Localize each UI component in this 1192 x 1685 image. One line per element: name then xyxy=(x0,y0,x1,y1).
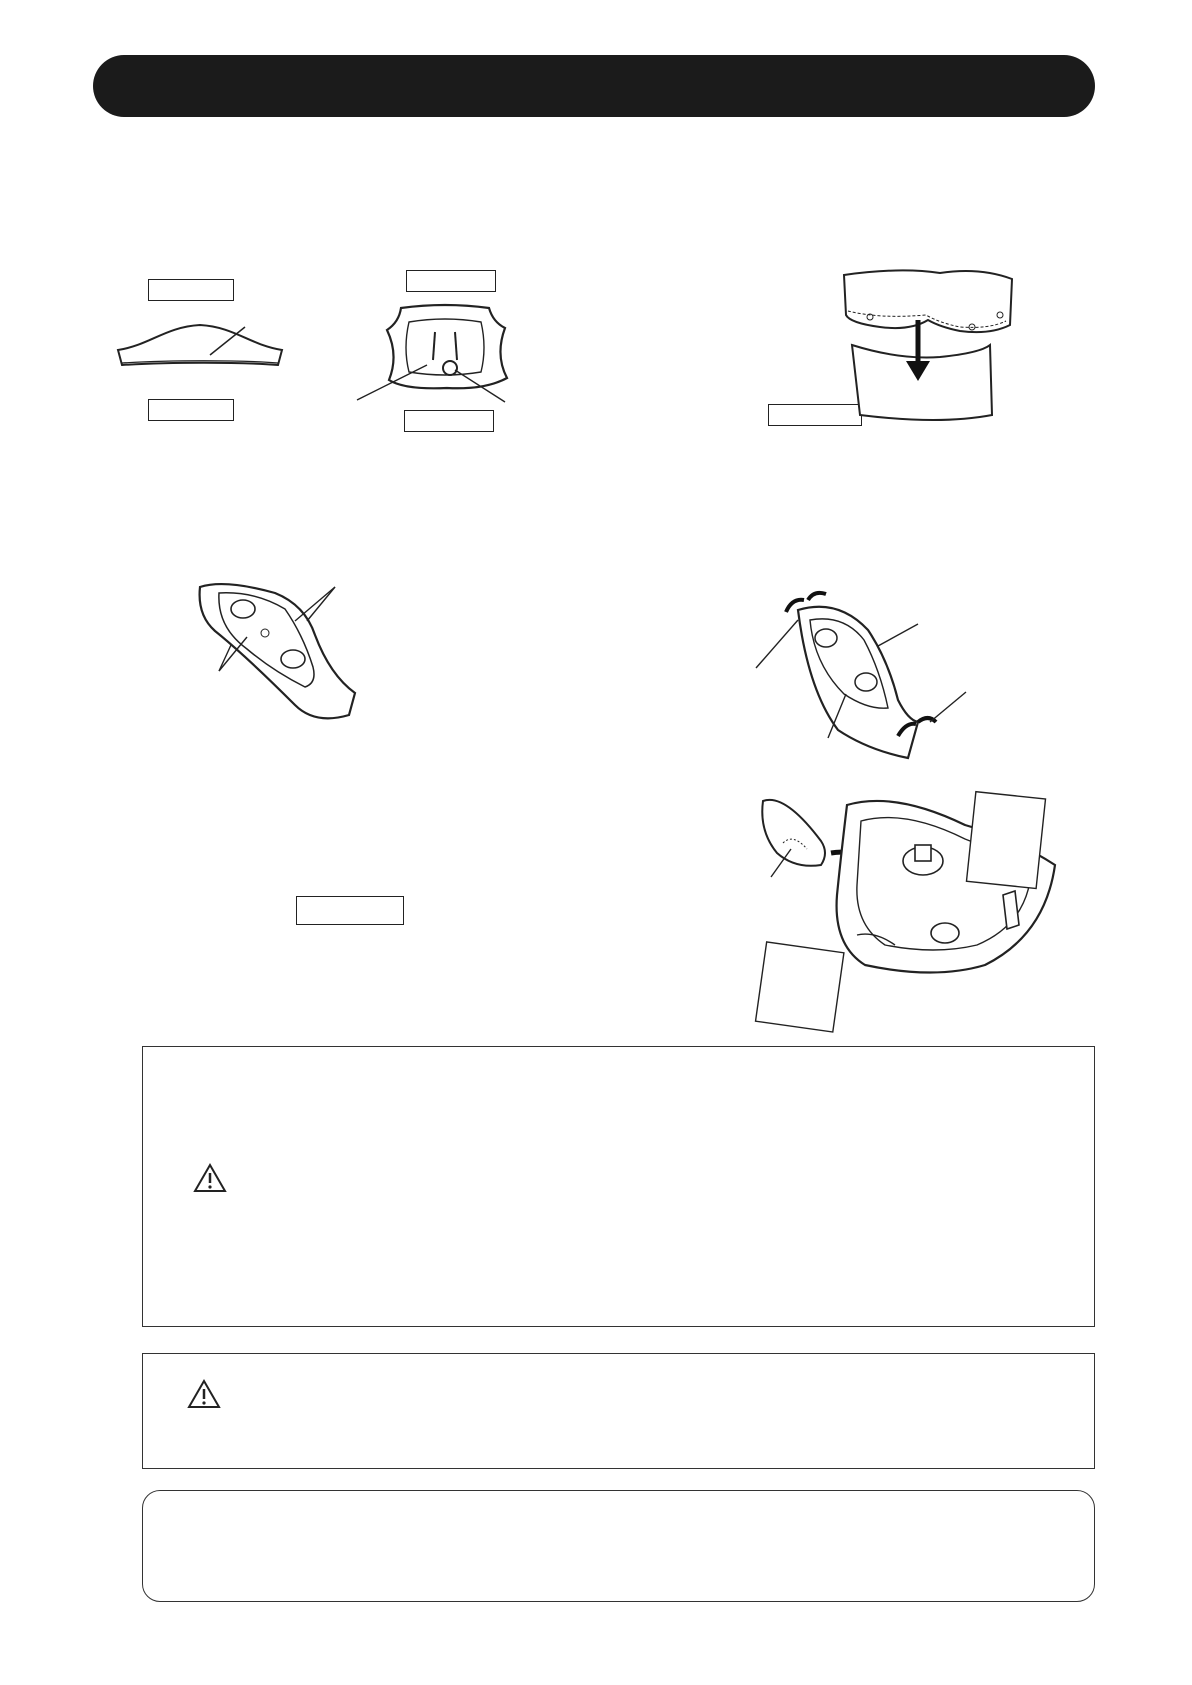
label-box xyxy=(296,896,404,925)
warning-triangle-icon xyxy=(193,1163,227,1193)
label-box xyxy=(148,399,234,421)
headrest-pad-side-icon xyxy=(110,315,290,375)
page-title-bar xyxy=(93,55,1095,117)
label-box xyxy=(404,410,494,432)
headrest-pad-top-icon xyxy=(365,300,525,410)
base-hooks-icon xyxy=(758,590,968,765)
label-box xyxy=(406,270,496,292)
label-box xyxy=(148,279,234,301)
headrest-base-icon xyxy=(195,575,365,745)
sink-mount-icon xyxy=(745,795,1075,1035)
warning-box xyxy=(142,1046,1095,1327)
cover-onto-base-icon xyxy=(840,265,1020,440)
warning-triangle-icon xyxy=(187,1379,221,1409)
note-box xyxy=(142,1490,1095,1602)
caution-box xyxy=(142,1353,1095,1469)
